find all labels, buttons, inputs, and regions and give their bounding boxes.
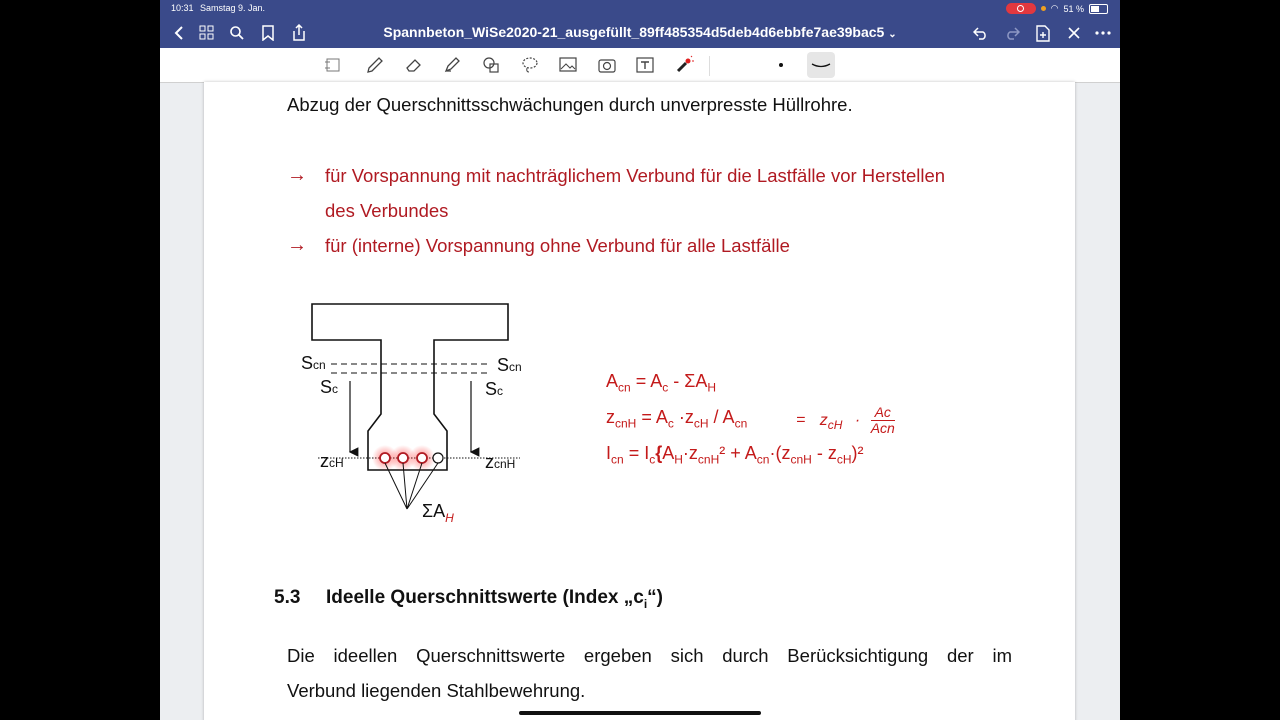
status-time: 10:31 xyxy=(171,3,194,13)
image-icon xyxy=(558,56,578,74)
formula-zcnh: $z_{cnH} = A_c \cdot z_{cH} / A_{cn}$ xyxy=(606,407,748,431)
add-page-button[interactable] xyxy=(1032,18,1054,48)
camera-tool[interactable] xyxy=(596,54,618,76)
label-scn-right: Scn xyxy=(497,355,522,375)
paragraph-line1: Die ideellen Querschnittswerte ergeben sich durch Berücksichtigung der im xyxy=(287,645,1012,666)
highlighter-icon xyxy=(442,55,462,75)
recording-icon xyxy=(1006,3,1036,14)
laser-pointer-tool[interactable] xyxy=(673,54,695,76)
paragraph-line2: Verbund liegenden Stahlbewehrung. xyxy=(287,680,586,701)
lasso-tool[interactable] xyxy=(519,54,541,76)
pen-style-selected[interactable] xyxy=(807,52,835,78)
formula-acn: $A_{cn} = A_c - \Sigma A_H$ xyxy=(606,371,717,395)
laser-pointer-icon xyxy=(674,55,694,75)
bullet1-line2: des Verbundes xyxy=(325,200,449,221)
ipad-screen xyxy=(160,0,1120,720)
battery-icon xyxy=(1089,4,1108,14)
status-date: Samstag 9. Jan. xyxy=(200,3,266,13)
orange-dot-icon xyxy=(1041,6,1046,11)
more-icon xyxy=(1095,31,1111,35)
pdf-page[interactable] xyxy=(204,82,1075,720)
status-right xyxy=(1006,3,1108,14)
bullet2-text: für (interne) Vorspannung ohne Verbund für alle Lastfälle xyxy=(325,235,790,256)
t-beam-diagram xyxy=(284,292,544,532)
dot-size-icon xyxy=(777,61,785,69)
undo-icon xyxy=(973,26,989,40)
shapes-icon xyxy=(481,55,501,75)
label-sc-left: Sc xyxy=(320,377,339,397)
text-icon xyxy=(635,56,655,74)
arrow-bullet-1: → xyxy=(287,164,307,186)
section-title: Ideelle Querschnittswerte (Index $„c_i“$) xyxy=(326,587,663,611)
redo-button[interactable] xyxy=(1001,18,1023,48)
text-tool[interactable] xyxy=(634,54,656,76)
battery-label: 51 % xyxy=(1063,3,1084,14)
close-button[interactable] xyxy=(1063,18,1085,48)
document-mode-button[interactable] xyxy=(322,54,344,76)
bullet1-line1: für Vorspannung mit nachträglichem Verbund für die Lastfälle vor Herstellen xyxy=(325,165,946,186)
section-number: 5.3 xyxy=(274,587,301,608)
highlighter-tool[interactable] xyxy=(441,54,463,76)
wifi-icon: ◠ xyxy=(1050,3,1059,13)
camera-icon xyxy=(597,56,617,74)
pen-icon xyxy=(365,55,385,75)
document-title-text: Spannbeton_WiSe2020-21_ausgefüllt_89ff485354d5deb4d6ebbfe7ae39bac5 xyxy=(383,24,885,40)
label-sum-ah: $\Sigma A_H$ xyxy=(422,501,454,525)
home-indicator[interactable] xyxy=(519,711,761,715)
label-sc-right: Sc xyxy=(485,379,504,399)
t-beam-outline xyxy=(312,304,508,470)
handwritten-zch-fraction: = $z_{cH}$ · Ac Acn xyxy=(796,404,895,436)
tool-bar xyxy=(160,48,1120,83)
title-chevron-icon: ⌄ xyxy=(888,29,897,40)
lasso-icon xyxy=(520,55,540,75)
pen-size-small[interactable] xyxy=(770,54,792,76)
stroke-style-icon xyxy=(810,60,832,70)
tendon-ducts xyxy=(372,445,443,471)
label-zch: zcH xyxy=(320,451,344,471)
add-page-icon xyxy=(1036,25,1050,42)
eraser-tool[interactable] xyxy=(403,54,425,76)
eraser-icon xyxy=(404,55,424,75)
label-scn-left: Scn xyxy=(301,353,326,373)
undo-button[interactable] xyxy=(970,18,992,48)
document-mode-icon xyxy=(324,57,342,73)
status-bar xyxy=(160,0,1120,18)
nav-bar xyxy=(160,18,1120,48)
intro-text: Abzug der Querschnittsschwächungen durch unverpresste Hüllrohre. xyxy=(287,94,853,115)
toolbar-divider xyxy=(709,56,710,76)
pen-tool[interactable] xyxy=(364,54,386,76)
shapes-tool[interactable] xyxy=(480,54,502,76)
arrow-bullet-2: → xyxy=(287,234,307,256)
image-tool[interactable] xyxy=(557,54,579,76)
formula-icn: $I_{cn} = I_c\{A_H\cdot z_{cnH}^2 + A_{cn}\cdot(z_{cnH} - z_{cH})^2$ xyxy=(606,443,864,467)
redo-icon xyxy=(1004,26,1020,40)
more-button[interactable] xyxy=(1092,18,1114,48)
label-zcnh: zcnH xyxy=(485,452,516,472)
close-icon xyxy=(1068,27,1080,39)
